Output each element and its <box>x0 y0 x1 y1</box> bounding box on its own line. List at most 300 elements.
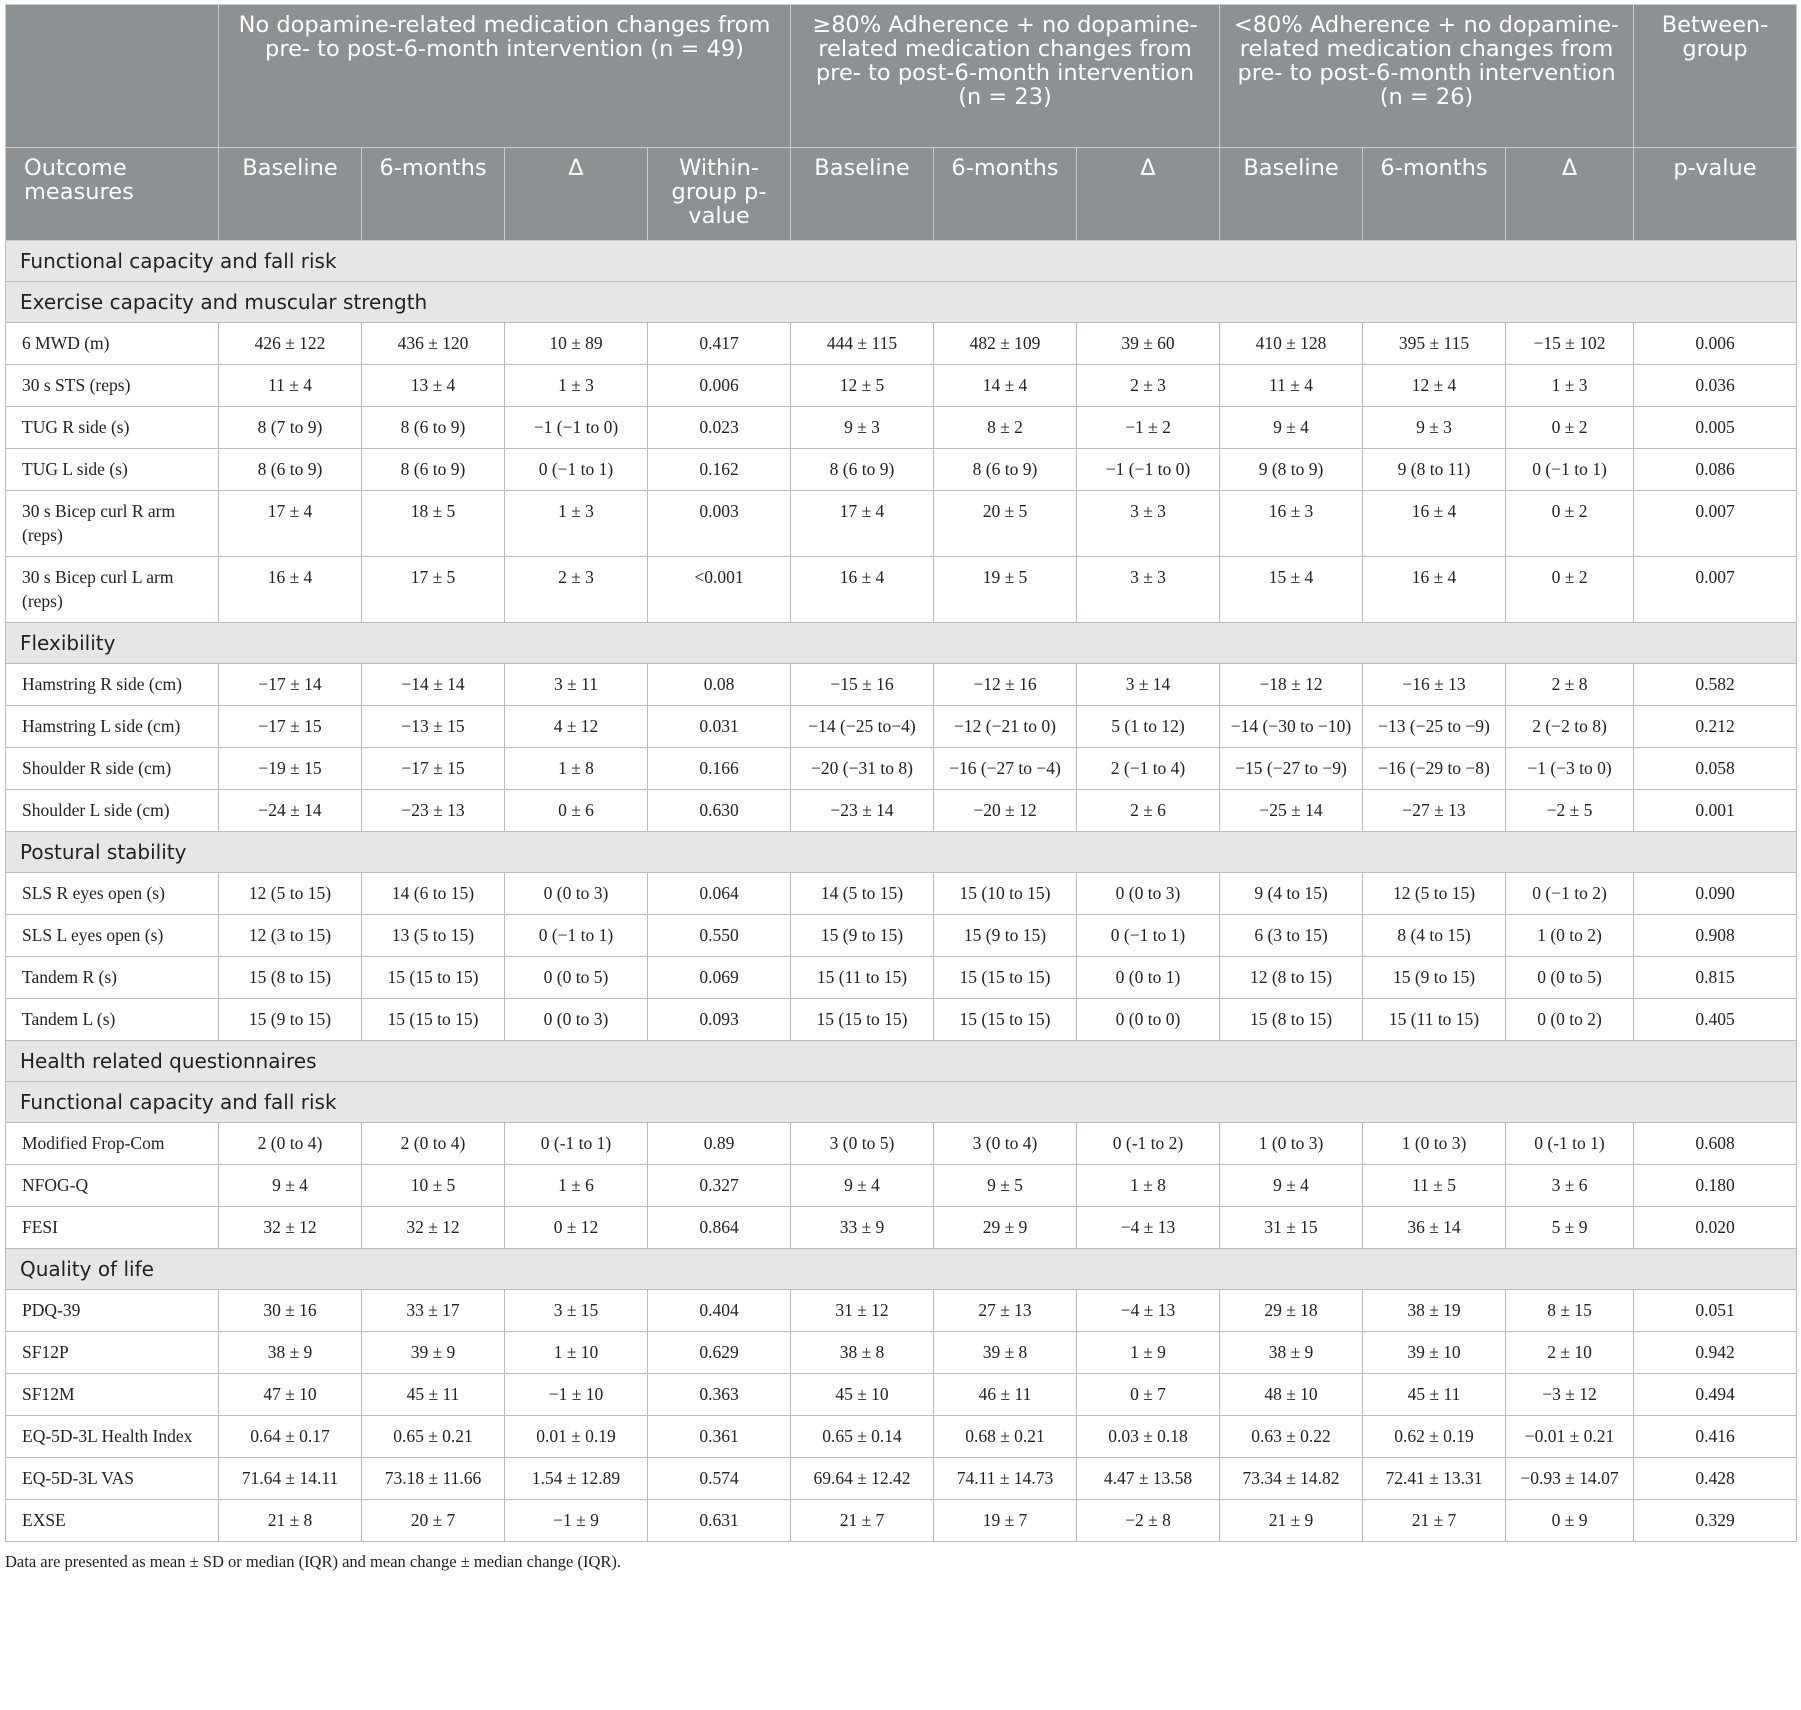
row-label: Modified Frop-Com <box>6 1123 219 1165</box>
table-cell: 0 ± 2 <box>1506 557 1634 623</box>
table-cell: 0 ± 7 <box>1077 1374 1220 1416</box>
table-cell: −23 ± 13 <box>362 790 505 832</box>
table-cell: −14 (−30 to −10) <box>1220 706 1363 748</box>
table-cell: 0 (0 to 3) <box>1077 873 1220 915</box>
table-cell: 0.864 <box>648 1207 791 1249</box>
table-cell: 0.051 <box>1634 1290 1797 1332</box>
table-cell: 6 (3 to 15) <box>1220 915 1363 957</box>
table-cell: −16 (−29 to −8) <box>1363 748 1506 790</box>
table-cell: −1 ± 10 <box>505 1374 648 1416</box>
table-cell: −17 ± 15 <box>219 706 362 748</box>
table-cell: 8 (7 to 9) <box>219 407 362 449</box>
table-cell: 0 ± 2 <box>1506 491 1634 557</box>
table-cell: 0 (0 to 3) <box>505 873 648 915</box>
table-cell: −16 (−27 to −4) <box>934 748 1077 790</box>
table-cell: −2 ± 5 <box>1506 790 1634 832</box>
table-cell: 33 ± 9 <box>791 1207 934 1249</box>
table-cell: 0 (−1 to 2) <box>1506 873 1634 915</box>
table-row <box>6 915 1797 957</box>
table-cell: 8 (4 to 15) <box>1363 915 1506 957</box>
table-cell: 38 ± 9 <box>1220 1332 1363 1374</box>
table-row <box>6 365 1797 407</box>
table-body <box>6 241 1797 1542</box>
table-cell: 21 ± 9 <box>1220 1500 1363 1542</box>
table-cell: 0.03 ± 0.18 <box>1077 1416 1220 1458</box>
table-cell: 15 (15 to 15) <box>791 999 934 1041</box>
table-cell: 2 ± 6 <box>1077 790 1220 832</box>
section-header <box>6 1249 1797 1290</box>
table-cell: −25 ± 14 <box>1220 790 1363 832</box>
table-cell: 4.47 ± 13.58 <box>1077 1458 1220 1500</box>
table-cell: 8 (6 to 9) <box>934 449 1077 491</box>
section-title: Health related questionnaires <box>6 1041 1797 1082</box>
table-cell: <0.001 <box>648 557 791 623</box>
table-cell: 0.003 <box>648 491 791 557</box>
table-cell: −20 (−31 to 8) <box>791 748 934 790</box>
table-row <box>6 706 1797 748</box>
table-cell: 72.41 ± 13.31 <box>1363 1458 1506 1500</box>
row-label: 30 s Bicep curl R arm (reps) <box>6 491 219 557</box>
table-cell: 0.63 ± 0.22 <box>1220 1416 1363 1458</box>
header-within-group-p: Within-group p-value <box>648 148 791 241</box>
row-label: EXSE <box>6 1500 219 1542</box>
section-header <box>6 832 1797 873</box>
table-cell: 0.036 <box>1634 365 1797 407</box>
table-cell: 2 ± 3 <box>505 557 648 623</box>
table-row <box>6 1123 1797 1165</box>
table-cell: 48 ± 10 <box>1220 1374 1363 1416</box>
table-cell: −3 ± 12 <box>1506 1374 1634 1416</box>
table-row <box>6 1290 1797 1332</box>
table-cell: −12 (−21 to 0) <box>934 706 1077 748</box>
table-row <box>6 1416 1797 1458</box>
table-cell: 0 (0 to 2) <box>1506 999 1634 1041</box>
table-cell: 14 (6 to 15) <box>362 873 505 915</box>
header-six-months: 6-months <box>362 148 505 241</box>
table-cell: 0.023 <box>648 407 791 449</box>
section-title: Quality of life <box>6 1249 1797 1290</box>
table-cell: 2 ± 8 <box>1506 664 1634 706</box>
table-cell: −17 ± 15 <box>362 748 505 790</box>
table-cell: 10 ± 5 <box>362 1165 505 1207</box>
table-cell: 0.329 <box>1634 1500 1797 1542</box>
table-cell: 8 ± 2 <box>934 407 1077 449</box>
results-table <box>5 4 1797 1542</box>
table-row <box>6 491 1797 557</box>
header-between-p: p-value <box>1634 148 1797 241</box>
table-row <box>6 1207 1797 1249</box>
table-cell: 1 ± 8 <box>1077 1165 1220 1207</box>
table-cell: 0 ± 2 <box>1506 407 1634 449</box>
table-cell: 16 ± 3 <box>1220 491 1363 557</box>
table-cell: 0 ± 6 <box>505 790 648 832</box>
table-cell: −15 ± 102 <box>1506 323 1634 365</box>
header-delta: Δ <box>1506 148 1634 241</box>
table-cell: 12 ± 5 <box>791 365 934 407</box>
section-title: Flexibility <box>6 623 1797 664</box>
table-cell: 0 (−1 to 1) <box>505 449 648 491</box>
table-cell: 38 ± 9 <box>219 1332 362 1374</box>
table-cell: 0.007 <box>1634 557 1797 623</box>
section-header <box>6 282 1797 323</box>
table-cell: 15 (9 to 15) <box>219 999 362 1041</box>
table-cell: 10 ± 89 <box>505 323 648 365</box>
row-label: Tandem L (s) <box>6 999 219 1041</box>
table-cell: 3 ± 6 <box>1506 1165 1634 1207</box>
table-cell: 0.494 <box>1634 1374 1797 1416</box>
table-cell: 2 (0 to 4) <box>219 1123 362 1165</box>
table-cell: 17 ± 4 <box>219 491 362 557</box>
table-cell: 8 (6 to 9) <box>362 407 505 449</box>
table-cell: 31 ± 12 <box>791 1290 934 1332</box>
table-row <box>6 957 1797 999</box>
table-cell: 1 ± 6 <box>505 1165 648 1207</box>
table-cell: 47 ± 10 <box>219 1374 362 1416</box>
table-cell: 0.020 <box>1634 1207 1797 1249</box>
table-cell: 13 (5 to 15) <box>362 915 505 957</box>
table-row <box>6 873 1797 915</box>
row-label: Shoulder L side (cm) <box>6 790 219 832</box>
table-cell: 1 (0 to 2) <box>1506 915 1634 957</box>
table-cell: 0.327 <box>648 1165 791 1207</box>
row-label: 6 MWD (m) <box>6 323 219 365</box>
table-cell: 0.086 <box>1634 449 1797 491</box>
table-cell: 14 ± 4 <box>934 365 1077 407</box>
table-cell: 0 (-1 to 2) <box>1077 1123 1220 1165</box>
table-cell: 0.574 <box>648 1458 791 1500</box>
table-cell: 29 ± 9 <box>934 1207 1077 1249</box>
table-cell: 21 ± 8 <box>219 1500 362 1542</box>
header-between-group: Between-group <box>1634 5 1797 148</box>
header-row-groups <box>6 5 1797 148</box>
table-cell: 0.608 <box>1634 1123 1797 1165</box>
table-cell: 0.058 <box>1634 748 1797 790</box>
header-group-all: No dopamine-related medication changes from pre- to post-6-month intervention (n = 49) <box>219 5 791 148</box>
section-title: Exercise capacity and muscular strength <box>6 282 1797 323</box>
table-cell: 426 ± 122 <box>219 323 362 365</box>
table-cell: 15 (9 to 15) <box>934 915 1077 957</box>
table-cell: 12 (3 to 15) <box>219 915 362 957</box>
table-cell: 17 ± 4 <box>791 491 934 557</box>
table-row <box>6 999 1797 1041</box>
row-label: SF12M <box>6 1374 219 1416</box>
table-cell: 482 ± 109 <box>934 323 1077 365</box>
table-cell: 0 ± 12 <box>505 1207 648 1249</box>
table-cell: 45 ± 10 <box>791 1374 934 1416</box>
row-label: FESI <box>6 1207 219 1249</box>
table-cell: −2 ± 8 <box>1077 1500 1220 1542</box>
table-cell: 0.031 <box>648 706 791 748</box>
table-cell: −15 (−27 to −9) <box>1220 748 1363 790</box>
section-header <box>6 1041 1797 1082</box>
table-cell: 410 ± 128 <box>1220 323 1363 365</box>
table-cell: 0.630 <box>648 790 791 832</box>
table-cell: 1 ± 10 <box>505 1332 648 1374</box>
table-row <box>6 790 1797 832</box>
table-cell: 15 (10 to 15) <box>934 873 1077 915</box>
header-empty-cell <box>6 5 219 148</box>
table-cell: 39 ± 8 <box>934 1332 1077 1374</box>
table-cell: 436 ± 120 <box>362 323 505 365</box>
table-cell: 38 ± 8 <box>791 1332 934 1374</box>
table-cell: 1.54 ± 12.89 <box>505 1458 648 1500</box>
table-cell: 9 ± 4 <box>1220 1165 1363 1207</box>
table-cell: −23 ± 14 <box>791 790 934 832</box>
table-cell: 8 ± 15 <box>1506 1290 1634 1332</box>
table-cell: 0 (−1 to 1) <box>1506 449 1634 491</box>
table-row <box>6 748 1797 790</box>
table-cell: 0.08 <box>648 664 791 706</box>
row-label: EQ-5D-3L VAS <box>6 1458 219 1500</box>
table-cell: 0.001 <box>1634 790 1797 832</box>
table-cell: 9 (8 to 9) <box>1220 449 1363 491</box>
table-cell: −24 ± 14 <box>219 790 362 832</box>
table-row <box>6 449 1797 491</box>
table-cell: 3 ± 15 <box>505 1290 648 1332</box>
table-row <box>6 664 1797 706</box>
table-cell: 15 (15 to 15) <box>362 999 505 1041</box>
table-cell: 9 ± 4 <box>219 1165 362 1207</box>
table-cell: 29 ± 18 <box>1220 1290 1363 1332</box>
table-cell: 0.416 <box>1634 1416 1797 1458</box>
table-cell: 19 ± 7 <box>934 1500 1077 1542</box>
table-cell: 0 (−1 to 1) <box>1077 915 1220 957</box>
table-cell: 5 (1 to 12) <box>1077 706 1220 748</box>
table-cell: 15 (9 to 15) <box>791 915 934 957</box>
table-cell: 15 ± 4 <box>1220 557 1363 623</box>
header-delta: Δ <box>1077 148 1220 241</box>
header-baseline: Baseline <box>219 148 362 241</box>
table-cell: 45 ± 11 <box>362 1374 505 1416</box>
table-cell: 0.68 ± 0.21 <box>934 1416 1077 1458</box>
row-label: EQ-5D-3L Health Index <box>6 1416 219 1458</box>
table-cell: 17 ± 5 <box>362 557 505 623</box>
table-cell: 0.361 <box>648 1416 791 1458</box>
header-outcome-measures: Outcome measures <box>6 148 219 241</box>
table-cell: 2 (−2 to 8) <box>1506 706 1634 748</box>
table-cell: 12 (8 to 15) <box>1220 957 1363 999</box>
table-cell: −16 ± 13 <box>1363 664 1506 706</box>
header-six-months: 6-months <box>934 148 1077 241</box>
table-cell: 12 ± 4 <box>1363 365 1506 407</box>
table-cell: 1 ± 3 <box>505 365 648 407</box>
table-cell: 0.428 <box>1634 1458 1797 1500</box>
table-cell: 9 (4 to 15) <box>1220 873 1363 915</box>
table-cell: −1 (−1 to 0) <box>1077 449 1220 491</box>
table-cell: 11 ± 5 <box>1363 1165 1506 1207</box>
table-cell: −27 ± 13 <box>1363 790 1506 832</box>
table-cell: 0.404 <box>648 1290 791 1332</box>
table-cell: 15 (11 to 15) <box>1363 999 1506 1041</box>
table-cell: 15 (15 to 15) <box>362 957 505 999</box>
table-cell: 69.64 ± 12.42 <box>791 1458 934 1500</box>
table-cell: 0.629 <box>648 1332 791 1374</box>
row-label: Hamstring R side (cm) <box>6 664 219 706</box>
table-cell: −14 ± 14 <box>362 664 505 706</box>
table-cell: 31 ± 15 <box>1220 1207 1363 1249</box>
table-cell: 15 (15 to 15) <box>934 957 1077 999</box>
table-cell: 0 ± 9 <box>1506 1500 1634 1542</box>
section-title: Postural stability <box>6 832 1797 873</box>
table-cell: 0.093 <box>648 999 791 1041</box>
table-cell: 30 ± 16 <box>219 1290 362 1332</box>
section-header <box>6 1082 1797 1123</box>
table-cell: −0.01 ± 0.21 <box>1506 1416 1634 1458</box>
table-cell: 16 ± 4 <box>791 557 934 623</box>
table-cell: 2 ± 3 <box>1077 365 1220 407</box>
table-row <box>6 557 1797 623</box>
table-cell: −18 ± 12 <box>1220 664 1363 706</box>
table-cell: 0.417 <box>648 323 791 365</box>
table-cell: 11 ± 4 <box>219 365 362 407</box>
results-table-container <box>5 4 1796 1572</box>
row-label: NFOG-Q <box>6 1165 219 1207</box>
table-cell: 20 ± 5 <box>934 491 1077 557</box>
table-cell: 0.180 <box>1634 1165 1797 1207</box>
table-cell: −1 ± 2 <box>1077 407 1220 449</box>
table-cell: 8 (6 to 9) <box>362 449 505 491</box>
table-cell: 38 ± 19 <box>1363 1290 1506 1332</box>
table-cell: 0.550 <box>648 915 791 957</box>
table-cell: 0.65 ± 0.14 <box>791 1416 934 1458</box>
table-cell: −13 (−25 to −9) <box>1363 706 1506 748</box>
row-label: Tandem R (s) <box>6 957 219 999</box>
table-cell: 1 ± 3 <box>505 491 648 557</box>
table-cell: 0 (−1 to 1) <box>505 915 648 957</box>
table-cell: 444 ± 115 <box>791 323 934 365</box>
table-cell: 1 (0 to 3) <box>1363 1123 1506 1165</box>
table-cell: 0.815 <box>1634 957 1797 999</box>
table-cell: 0.166 <box>648 748 791 790</box>
table-cell: 0 (0 to 5) <box>505 957 648 999</box>
row-label: PDQ-39 <box>6 1290 219 1332</box>
section-header <box>6 623 1797 664</box>
table-cell: 39 ± 9 <box>362 1332 505 1374</box>
table-row <box>6 407 1797 449</box>
row-label: 30 s STS (reps) <box>6 365 219 407</box>
table-cell: 15 (15 to 15) <box>934 999 1077 1041</box>
header-six-months: 6-months <box>1363 148 1506 241</box>
section-title: Functional capacity and fall risk <box>6 241 1797 282</box>
table-cell: 0.006 <box>1634 323 1797 365</box>
table-cell: 16 ± 4 <box>219 557 362 623</box>
table-cell: 0 (-1 to 1) <box>505 1123 648 1165</box>
header-group-high-adherence: ≥80% Adherence + no dopamine-related medication changes from pre- to post-6-month intervention (n = 23) <box>791 5 1220 148</box>
table-cell: 9 ± 5 <box>934 1165 1077 1207</box>
table-row <box>6 1332 1797 1374</box>
table-cell: 12 (5 to 15) <box>219 873 362 915</box>
table-cell: −0.93 ± 14.07 <box>1506 1458 1634 1500</box>
table-cell: −12 ± 16 <box>934 664 1077 706</box>
table-cell: 74.11 ± 14.73 <box>934 1458 1077 1500</box>
table-cell: 32 ± 12 <box>362 1207 505 1249</box>
table-cell: 21 ± 7 <box>791 1500 934 1542</box>
table-cell: 0.090 <box>1634 873 1797 915</box>
table-cell: 14 (5 to 15) <box>791 873 934 915</box>
header-baseline: Baseline <box>791 148 934 241</box>
table-row <box>6 1165 1797 1207</box>
table-cell: 20 ± 7 <box>362 1500 505 1542</box>
table-cell: 0.363 <box>648 1374 791 1416</box>
table-cell: 0 (-1 to 1) <box>1506 1123 1634 1165</box>
table-cell: −17 ± 14 <box>219 664 362 706</box>
header-group-low-adherence: <80% Adherence + no dopamine-related medication changes from pre- to post-6-month intervention (n = 26) <box>1220 5 1634 148</box>
table-cell: 3 ± 3 <box>1077 557 1220 623</box>
row-label: Shoulder R side (cm) <box>6 748 219 790</box>
section-header <box>6 241 1797 282</box>
row-label: 30 s Bicep curl L arm (reps) <box>6 557 219 623</box>
table-cell: 2 (−1 to 4) <box>1077 748 1220 790</box>
table-cell: 1 ± 3 <box>1506 365 1634 407</box>
row-label: SLS L eyes open (s) <box>6 915 219 957</box>
table-cell: −15 ± 16 <box>791 664 934 706</box>
table-cell: 13 ± 4 <box>362 365 505 407</box>
table-cell: 15 (8 to 15) <box>1220 999 1363 1041</box>
table-cell: 0.942 <box>1634 1332 1797 1374</box>
table-cell: 9 ± 4 <box>791 1165 934 1207</box>
table-cell: 0 (0 to 5) <box>1506 957 1634 999</box>
table-row <box>6 1500 1797 1542</box>
table-cell: 71.64 ± 14.11 <box>219 1458 362 1500</box>
table-cell: 12 (5 to 15) <box>1363 873 1506 915</box>
table-cell: 1 ± 8 <box>505 748 648 790</box>
table-cell: 0.01 ± 0.19 <box>505 1416 648 1458</box>
table-cell: 39 ± 10 <box>1363 1332 1506 1374</box>
table-cell: 0.005 <box>1634 407 1797 449</box>
table-cell: −1 ± 9 <box>505 1500 648 1542</box>
table-cell: 0.007 <box>1634 491 1797 557</box>
table-cell: 9 (8 to 11) <box>1363 449 1506 491</box>
table-cell: 3 (0 to 4) <box>934 1123 1077 1165</box>
table-cell: 0.62 ± 0.19 <box>1363 1416 1506 1458</box>
table-cell: −4 ± 13 <box>1077 1207 1220 1249</box>
table-cell: 0.069 <box>648 957 791 999</box>
table-cell: 1 (0 to 3) <box>1220 1123 1363 1165</box>
table-cell: 0 (0 to 1) <box>1077 957 1220 999</box>
table-cell: −20 ± 12 <box>934 790 1077 832</box>
table-row <box>6 1374 1797 1416</box>
table-cell: 0.064 <box>648 873 791 915</box>
table-cell: 0.212 <box>1634 706 1797 748</box>
table-cell: 18 ± 5 <box>362 491 505 557</box>
row-label: TUG L side (s) <box>6 449 219 491</box>
table-cell: 46 ± 11 <box>934 1374 1077 1416</box>
table-cell: 33 ± 17 <box>362 1290 505 1332</box>
table-cell: 0 (0 to 3) <box>505 999 648 1041</box>
table-cell: 9 ± 4 <box>1220 407 1363 449</box>
table-cell: −1 (−3 to 0) <box>1506 748 1634 790</box>
header-row-columns <box>6 148 1797 241</box>
table-cell: 395 ± 115 <box>1363 323 1506 365</box>
table-row <box>6 323 1797 365</box>
row-label: TUG R side (s) <box>6 407 219 449</box>
table-cell: 15 (11 to 15) <box>791 957 934 999</box>
table-cell: 21 ± 7 <box>1363 1500 1506 1542</box>
table-cell: −4 ± 13 <box>1077 1290 1220 1332</box>
table-cell: 0 (0 to 0) <box>1077 999 1220 1041</box>
table-cell: 0.162 <box>648 449 791 491</box>
row-label: SLS R eyes open (s) <box>6 873 219 915</box>
table-cell: 3 ± 3 <box>1077 491 1220 557</box>
table-cell: 36 ± 14 <box>1363 1207 1506 1249</box>
table-cell: 5 ± 9 <box>1506 1207 1634 1249</box>
table-cell: 19 ± 5 <box>934 557 1077 623</box>
table-cell: 3 ± 11 <box>505 664 648 706</box>
table-cell: −13 ± 15 <box>362 706 505 748</box>
header-baseline: Baseline <box>1220 148 1363 241</box>
table-cell: −19 ± 15 <box>219 748 362 790</box>
table-cell: 3 (0 to 5) <box>791 1123 934 1165</box>
